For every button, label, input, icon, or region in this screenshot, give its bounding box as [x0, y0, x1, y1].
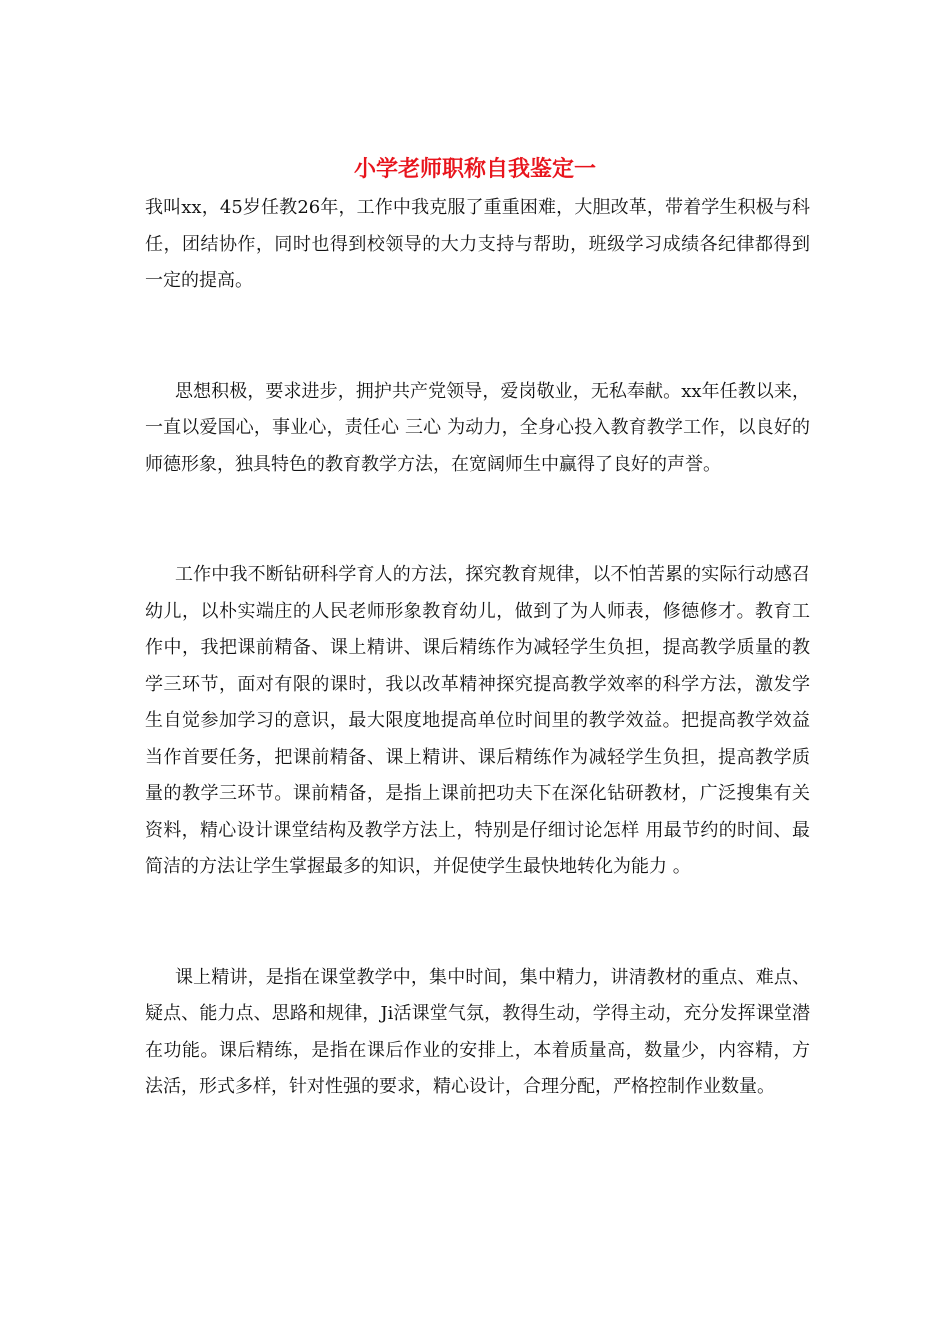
paragraph-teaching-methods: 工作中我不断钻研科学育人的方法，探究教育规律，以不怕苦累的实际行动感召幼儿，以朴实端庄的人民老师形象教育幼儿，做到了为人师表，修德修才。教育工作中，我把课前精备、课上精讲、课后精练作为减轻学生负担，提高教学质量的教学三环节，面对有限的课时，我以改革精神探究提高教学效率的科学方法，激发学生自觉参加学习的意识，最大限度地提高单位时间里的教学效益。把提高教学效益当作首要任务，把课前精备、课上精讲、课后精练作为减轻学生负担，提高教学质量的教学三环节。课前精备，是指上课前把功夫下在深化钻研教材，广泛搜集有关资料，精心设计课堂结构及教学方法上，特别是仔细讨论怎样 用最节约的时间、最简洁的方法让学生掌握最多的知识，并促使学生最快地转化为能力 。	[145, 564, 810, 877]
paragraph-classroom-practice: 课上精讲，是指在课堂教学中，集中时间，集中精力，讲清教材的重点、难点、疑点、能力点、思路和规律，Ji活课堂气氛，教得生动，学得主动，充分发挥课堂潜在功能。课后精练，是指在课后作业的安排上，本着质量高，数量少，内容精，方法活，形式多样，针对性强的要求，精心设计，合理分配，严格控制作业数量。	[145, 966, 810, 1097]
paragraph-introduction: 我叫xx，45岁任教26年，工作中我克服了重重困难，大胆改革，带着学生积极与科任，团结协作，同时也得到校领导的大力支持与帮助，班级学习成绩各纪律都得到一定的提高。	[145, 197, 810, 291]
document-title: 小学老师职称自我鉴定一	[353, 156, 596, 182]
document-body	[145, 190, 810, 1106]
paragraph-ideology: 思想积极，要求进步，拥护共产党领导，爱岗敬业，无私奉献。xx年任教以来，一直以爱国心，事业心，责任心 三心 为动力，全身心投入教育教学工作，以良好的师德形象，独具特色的教育教学方法，在宽阔师生中赢得了良好的声誉。	[145, 380, 810, 475]
